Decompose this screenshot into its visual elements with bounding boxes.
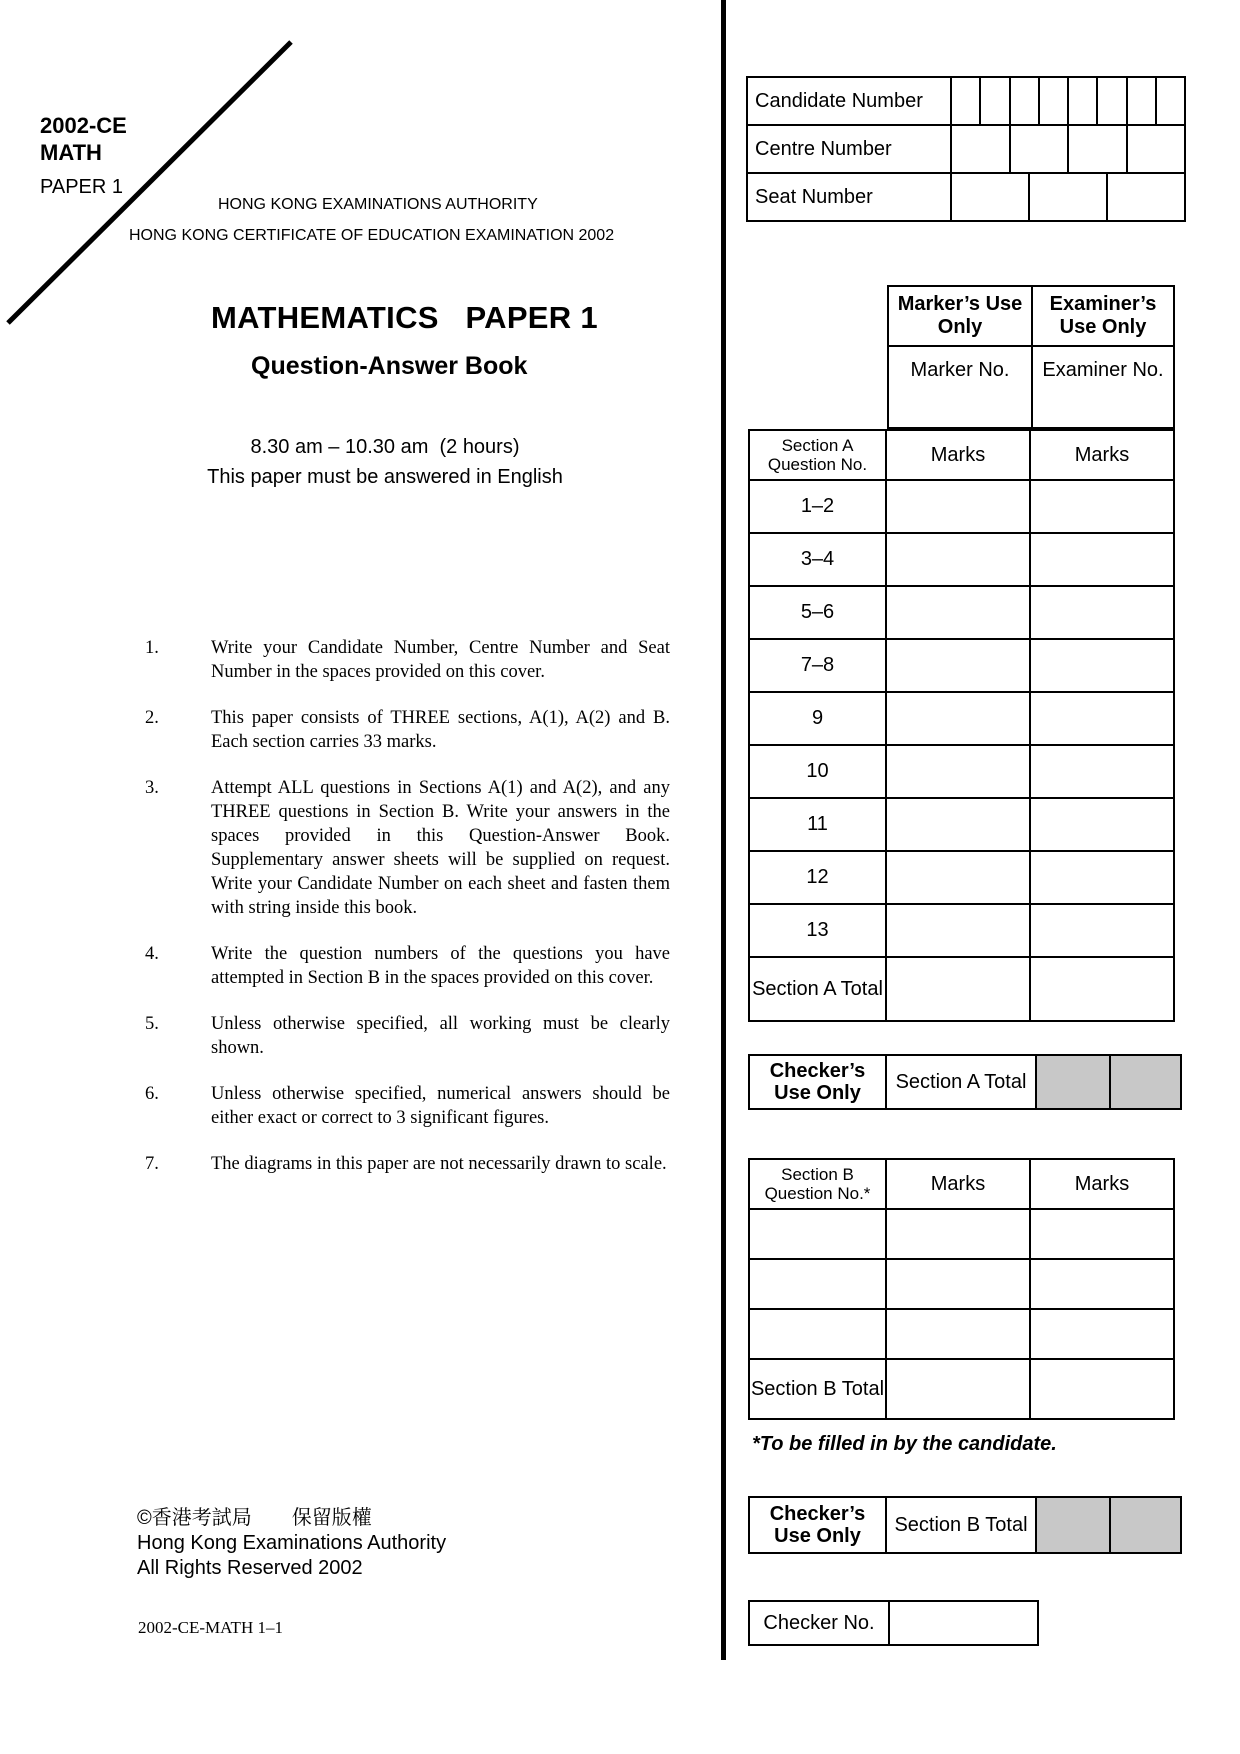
page-divider (721, 0, 726, 1660)
candidate-number-boxes[interactable] (951, 77, 1185, 125)
question-number: 9 (749, 692, 886, 745)
instruction-number: 2. (145, 708, 159, 728)
page-subtitle: Question-Answer Book (251, 352, 528, 380)
instruction-number: 4. (145, 944, 159, 964)
section-a-table (748, 429, 1175, 1022)
examiner-mark-cell[interactable] (1030, 533, 1174, 586)
checker-shaded-cell (1110, 1055, 1181, 1109)
checker-no-table (748, 1600, 1039, 1646)
question-number: 3–4 (749, 533, 886, 586)
digit-box[interactable] (1040, 78, 1069, 124)
language-note: This paper must be answered in English (207, 466, 563, 488)
checker-b-table (748, 1496, 1182, 1554)
digit-box[interactable] (1157, 78, 1184, 124)
examiner-mark-cell[interactable] (1030, 1309, 1174, 1359)
question-number: 13 (749, 904, 886, 957)
examiner-total-cell[interactable] (1030, 1359, 1174, 1419)
marker-mark-cell[interactable] (886, 639, 1030, 692)
marker-mark-cell[interactable] (886, 798, 1030, 851)
checker-section-total-label: Section A Total (886, 1055, 1036, 1109)
seat-number-label: Seat Number (747, 173, 951, 221)
examiner-mark-cell[interactable] (1030, 851, 1174, 904)
section-b-question-cell[interactable] (749, 1209, 886, 1259)
marker-mark-cell[interactable] (886, 480, 1030, 533)
examiner-mark-cell[interactable] (1030, 745, 1174, 798)
digit-box[interactable] (952, 126, 1011, 172)
candidate-number-label: Candidate Number (747, 77, 951, 125)
checker-a-table (748, 1054, 1182, 1110)
examiner-mark-cell[interactable] (1030, 639, 1174, 692)
examiner-mark-cell[interactable] (1030, 904, 1174, 957)
copyright-holder: Hong Kong Examinations Authority (137, 1532, 447, 1554)
subject-code-year: 2002-CE (40, 113, 127, 138)
marker-mark-cell[interactable] (886, 1209, 1030, 1259)
instruction-item (145, 1082, 670, 1130)
subject-code (40, 112, 127, 166)
question-number: 5–6 (749, 586, 886, 639)
instruction-text: Unless otherwise specified, all working must be clearly shown. (211, 1014, 670, 1058)
marker-mark-cell[interactable] (886, 1259, 1030, 1309)
marker-mark-cell[interactable] (886, 851, 1030, 904)
marker-marks-header: Marks (886, 430, 1030, 480)
marker-no-label: Marker No. (888, 346, 1032, 428)
examiner-total-cell[interactable] (1030, 957, 1174, 1021)
section-b-question-cell[interactable] (749, 1309, 886, 1359)
checker-no-label: Checker No. (749, 1601, 889, 1645)
digit-box[interactable] (952, 78, 981, 124)
instruction-item (145, 942, 670, 990)
examiner-marks-header: Marks (1030, 430, 1174, 480)
copyright-rights: All Rights Reserved 2002 (137, 1557, 363, 1579)
instruction-item (145, 636, 670, 684)
digit-box[interactable] (1030, 174, 1108, 220)
digit-box[interactable] (1069, 78, 1098, 124)
marker-mark-cell[interactable] (886, 745, 1030, 798)
checker-shaded-cell (1036, 1055, 1110, 1109)
footer-code: 2002-CE-MATH 1–1 (138, 1618, 283, 1637)
paper-label: PAPER 1 (40, 176, 123, 198)
question-number: 7–8 (749, 639, 886, 692)
checker-no-cell[interactable] (889, 1601, 1038, 1645)
digit-box[interactable] (1128, 126, 1185, 172)
marker-mark-cell[interactable] (886, 586, 1030, 639)
digit-box[interactable] (981, 78, 1010, 124)
examiner-mark-cell[interactable] (1030, 798, 1174, 851)
question-number: 10 (749, 745, 886, 798)
digit-box[interactable] (1128, 78, 1157, 124)
instruction-text: Unless otherwise specified, numerical answers should be either exact or correct to 3 significant figures. (211, 1084, 670, 1128)
digit-box[interactable] (1108, 174, 1184, 220)
candidate-info-table (746, 76, 1186, 222)
instruction-item (145, 776, 670, 920)
instruction-text: Write the question numbers of the questions you have attempted in Section B in the spaces provided on this cover. (211, 944, 670, 988)
instruction-text: This paper consists of THREE sections, A(1), A(2) and B. Each section carries 33 marks. (211, 708, 670, 752)
marker-mark-cell[interactable] (886, 1309, 1030, 1359)
instruction-number: 7. (145, 1154, 159, 1174)
checker-shaded-cell (1110, 1497, 1181, 1553)
section-a-total-label: Section A Total (749, 957, 886, 1021)
digit-box[interactable] (1069, 126, 1128, 172)
copyright-notice (137, 1506, 446, 1581)
page-title: MATHEMATICS PAPER 1 (211, 300, 598, 335)
section-a-header: Section A Question No. (749, 430, 886, 480)
marker-marks-header: Marks (886, 1159, 1030, 1209)
candidate-fill-note: *To be filled in by the candidate. (752, 1433, 1057, 1455)
section-b-question-cell[interactable] (749, 1259, 886, 1309)
examiner-mark-cell[interactable] (1030, 586, 1174, 639)
examiner-use-header: Examiner’s Use Only (1032, 286, 1174, 346)
marker-mark-cell[interactable] (886, 692, 1030, 745)
question-number: 1–2 (749, 480, 886, 533)
checker-use-label: Checker’s Use Only (749, 1055, 886, 1109)
marker-mark-cell[interactable] (886, 533, 1030, 586)
diagonal-stripe (0, 0, 300, 340)
marker-total-cell[interactable] (886, 957, 1030, 1021)
instruction-item (145, 706, 670, 754)
instruction-item (145, 1012, 670, 1060)
section-b-header: Section B Question No.* (749, 1159, 886, 1209)
checker-shaded-cell (1036, 1497, 1110, 1553)
marker-total-cell[interactable] (886, 1359, 1030, 1419)
instruction-number: 3. (145, 778, 159, 798)
marker-header-table (887, 285, 1175, 429)
centre-number-label: Centre Number (747, 125, 951, 173)
instruction-number: 1. (145, 638, 159, 658)
marker-use-header: Marker’s Use Only (888, 286, 1032, 346)
instruction-number: 6. (145, 1084, 159, 1104)
marker-mark-cell[interactable] (886, 904, 1030, 957)
exam-title: HONG KONG CERTIFICATE OF EDUCATION EXAMINATION 2002 (129, 227, 615, 244)
centre-number-boxes[interactable] (951, 125, 1185, 173)
examiner-mark-cell[interactable] (1030, 692, 1174, 745)
digit-box[interactable] (1098, 78, 1127, 124)
examiner-mark-cell[interactable] (1030, 480, 1174, 533)
instruction-item (145, 1152, 670, 1176)
authority-name: HONG KONG EXAMINATIONS AUTHORITY (218, 196, 538, 213)
digit-box[interactable] (1011, 126, 1070, 172)
examiner-mark-cell[interactable] (1030, 1259, 1174, 1309)
section-b-total-label: Section B Total (749, 1359, 886, 1419)
exam-time: 8.30 am – 10.30 am (2 hours) (250, 436, 520, 458)
question-number: 12 (749, 851, 886, 904)
copyright-chinese: ©香港考試局 保留版權 (137, 1507, 372, 1529)
examiner-mark-cell[interactable] (1030, 1209, 1174, 1259)
digit-box[interactable] (1011, 78, 1040, 124)
subject-code-subject: MATH (40, 140, 102, 165)
question-number: 11 (749, 798, 886, 851)
examiner-marks-header: Marks (1030, 1159, 1174, 1209)
checker-use-label: Checker’s Use Only (749, 1497, 886, 1553)
checker-section-total-label: Section B Total (886, 1497, 1036, 1553)
instruction-text: Attempt ALL questions in Sections A(1) and A(2), and any THREE questions in Section B. Write your answers in the spaces provided in this Question-Answer Book. Supplementary answer sheets will be supplied on request. Write your Candidate Number on each sheet and fasten them with string inside this book. (211, 778, 670, 918)
digit-box[interactable] (952, 174, 1030, 220)
instruction-text: Write your Candidate Number, Centre Number and Seat Number in the spaces provided on this cover. (211, 638, 670, 682)
examiner-no-label: Examiner No. (1032, 346, 1174, 428)
instruction-number: 5. (145, 1014, 159, 1034)
section-b-table (748, 1158, 1175, 1420)
seat-number-boxes[interactable] (951, 173, 1185, 221)
instructions-list (145, 636, 670, 1176)
instruction-text: The diagrams in this paper are not necessarily drawn to scale. (211, 1154, 667, 1174)
